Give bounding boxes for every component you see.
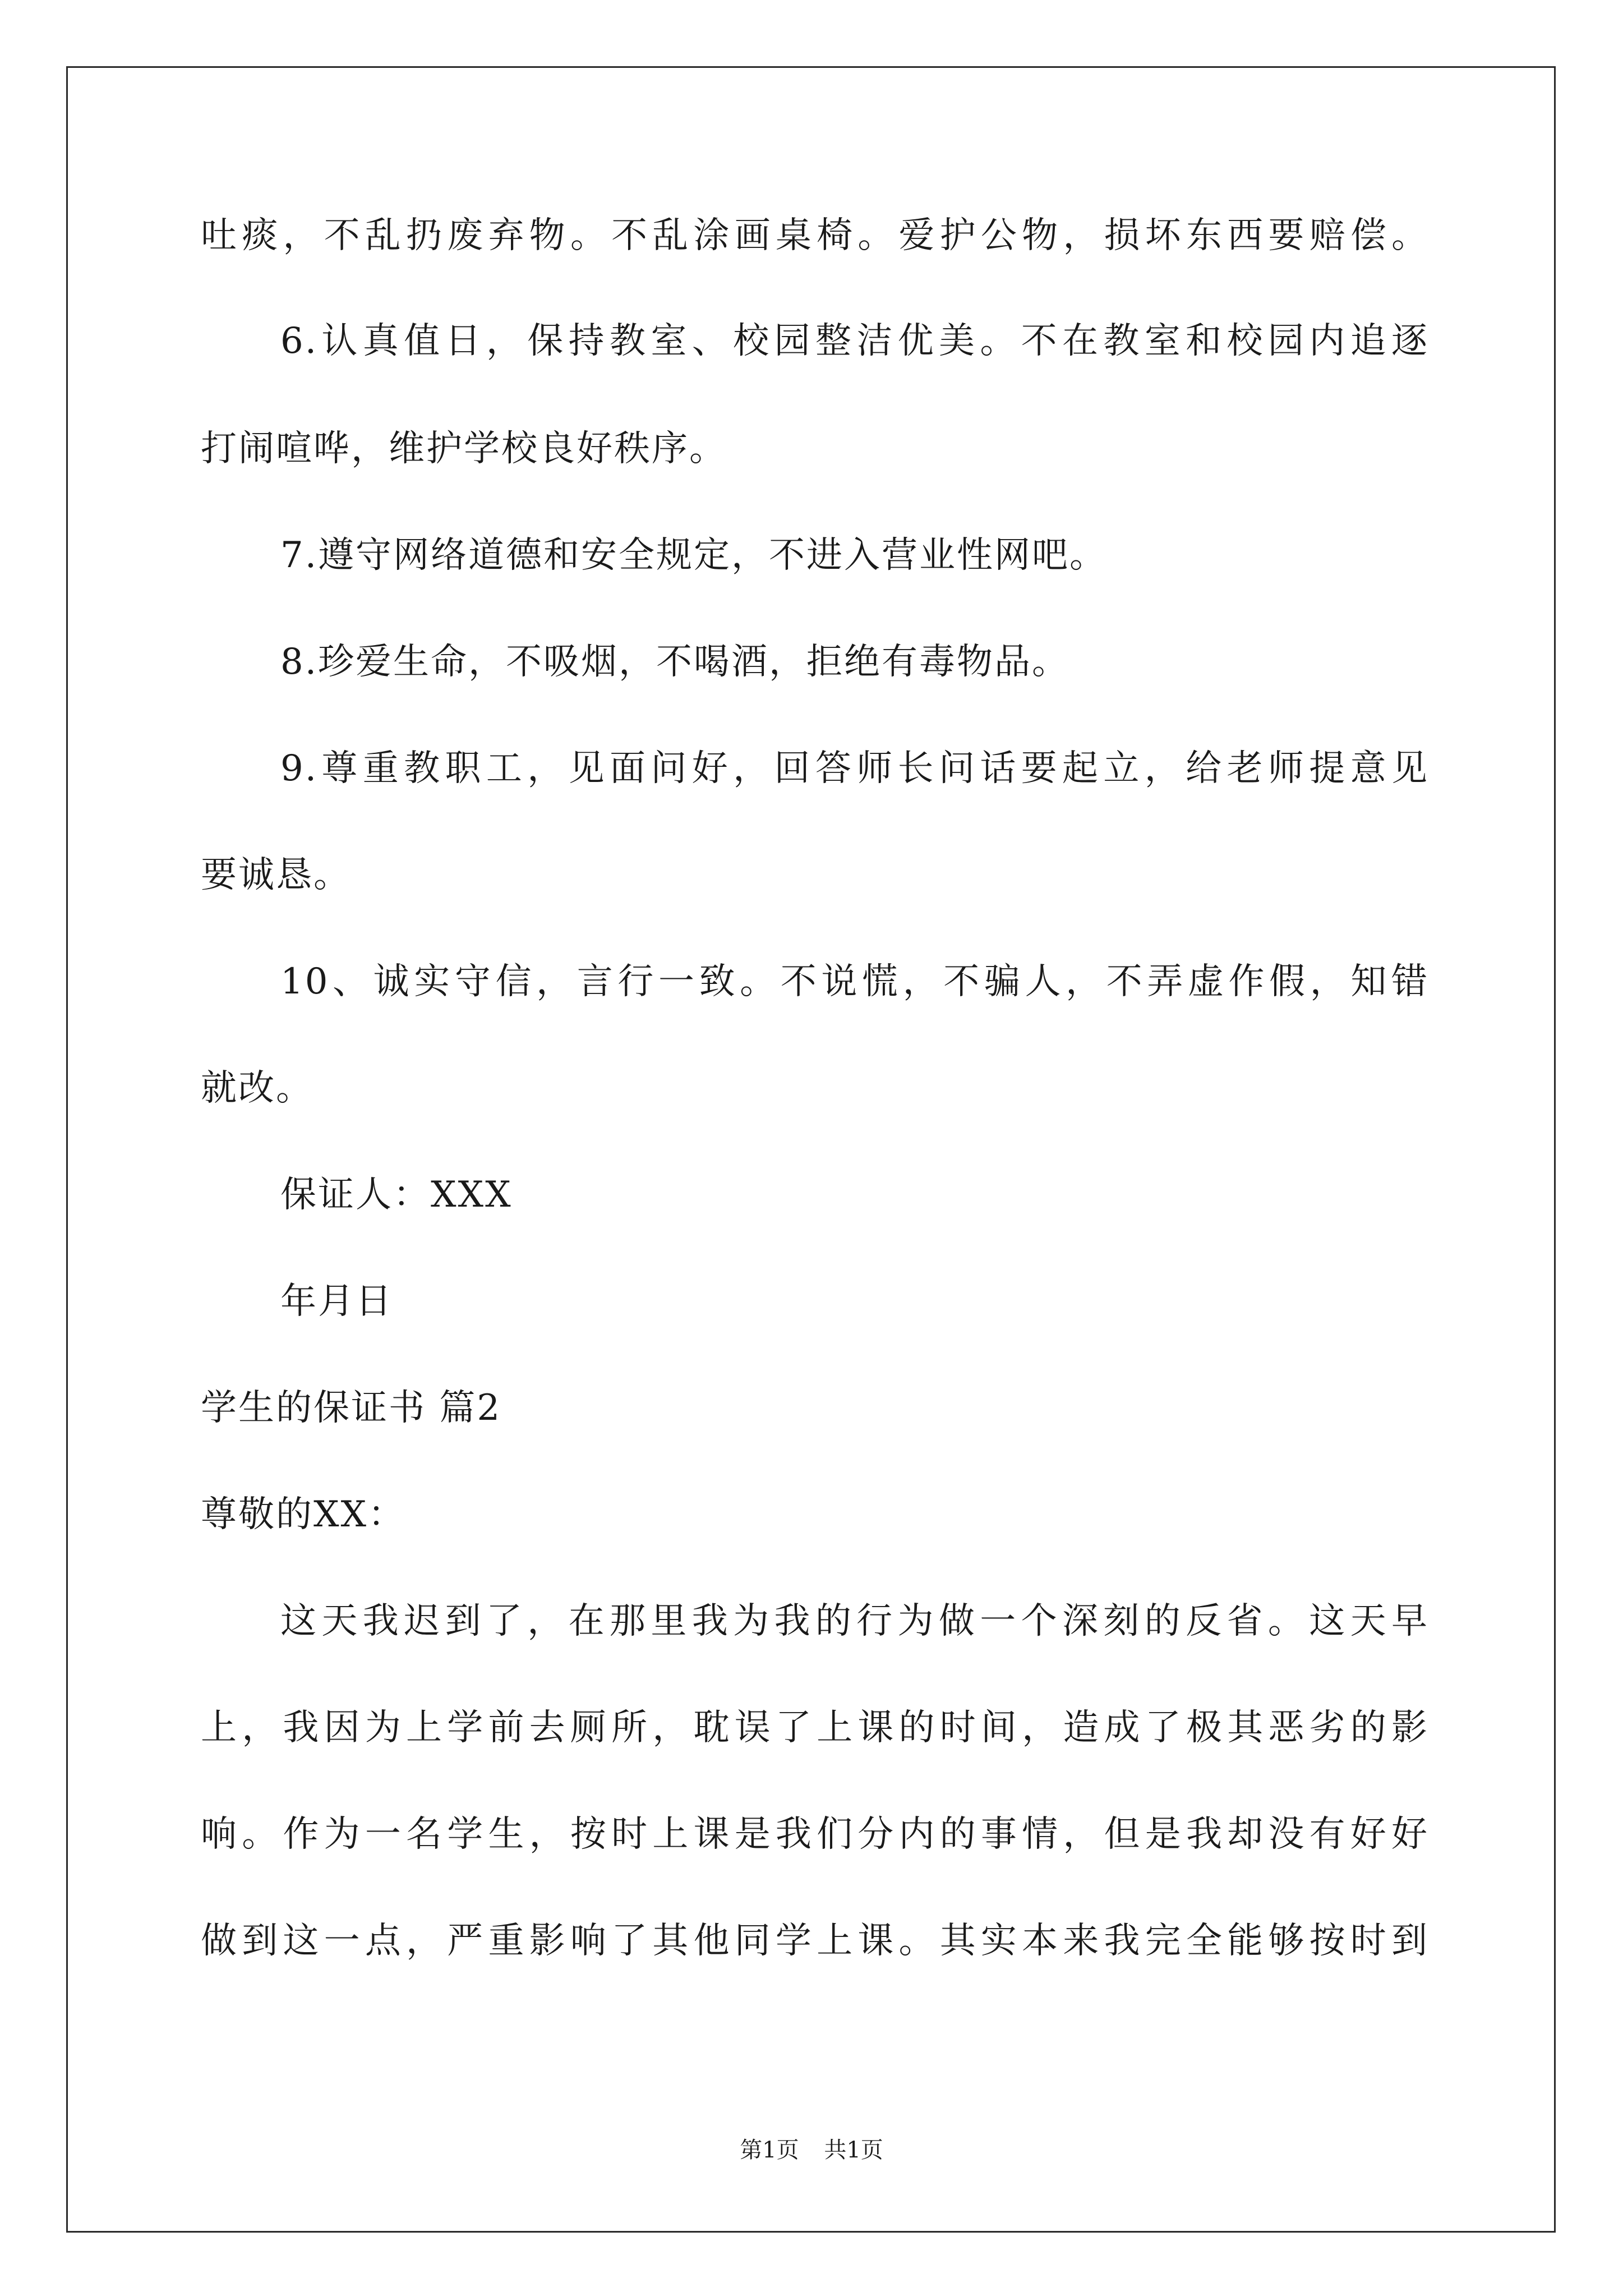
text-line: 吐痰，不乱扔废弃物。不乱涂画桌椅。爱护公物，损坏东西要赔偿。 (201, 215, 1429, 256)
text-line: 响。作为一名学生，按时上课是我们分内的事情，但是我却没有好好 (201, 1814, 1429, 1855)
text-line: 7.遵守网络道德和安全规定，不进入营业性网吧。 (280, 535, 1108, 576)
text-line: 上，我因为上学前去厕所，耽误了上课的时间，造成了极其恶劣的影 (201, 1707, 1429, 1749)
page-number-total: 共1页 (824, 2137, 883, 2163)
text-line: 9.尊重教职工，见面问好，回答师长问话要起立，给老师提意见 (280, 748, 1429, 789)
text-line: 做到这一点，严重影响了其他同学上课。其实本来我完全能够按时到 (201, 1920, 1429, 1962)
signatory-line: 保证人：XXX (280, 1174, 513, 1216)
salutation: 尊敬的XX： (201, 1494, 406, 1535)
text-line: 10、诚实守信，言行一致。不说慌，不骗人，不弄虚作假，知错 (280, 961, 1429, 1002)
text-line: 6.认真值日，保持教室、校园整洁优美。不在教室和校园内追逐 (280, 320, 1429, 362)
text-line: 就改。 (201, 1068, 313, 1109)
text-line: 8.珍爱生命，不吸烟，不喝酒，拒绝有毒物品。 (280, 641, 1070, 683)
text-line: 这天我迟到了，在那里我为我的行为做一个深刻的反省。这天早 (280, 1600, 1429, 1642)
page-border (66, 66, 1556, 2233)
section-heading: 学生的保证书 篇2 (201, 1387, 502, 1429)
text-line: 打闹喧哗，维护学校良好秩序。 (201, 428, 727, 470)
page-footer (0, 2136, 1623, 2164)
text-line: 要诚恳。 (201, 854, 351, 896)
date-line: 年月日 (280, 1281, 393, 1322)
page-number-current: 第1页 (740, 2137, 799, 2163)
